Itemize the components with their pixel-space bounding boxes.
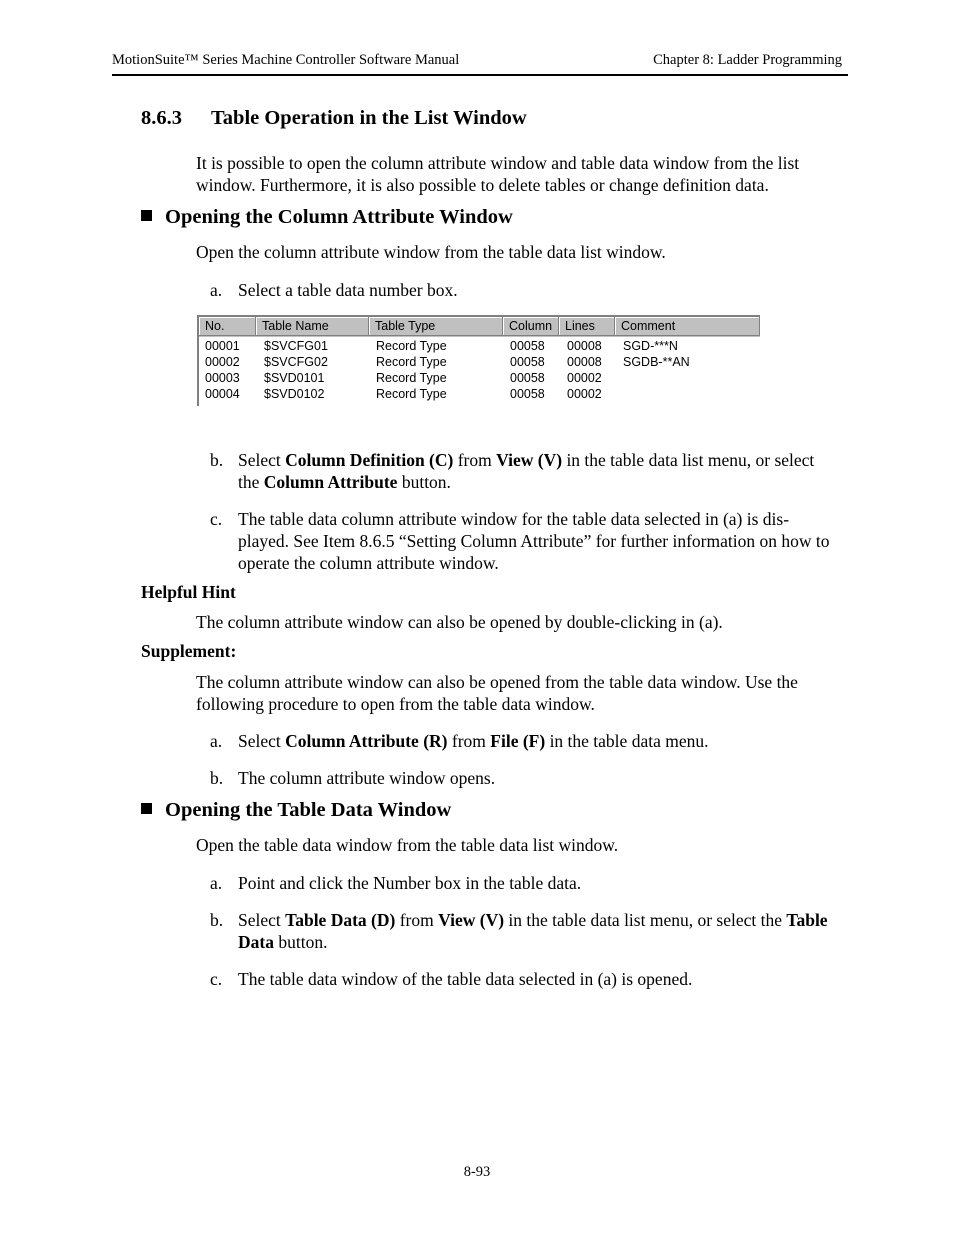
bullet-square-icon [141, 210, 152, 221]
step-text: The table data column attribute window for the table data selected in (a) is dis-played. See Item 8.6.5 “Setting Column Attribute” for further information on how to operate the column attribute window. [238, 509, 830, 573]
step-label: c. [210, 509, 223, 529]
button-name-column-attribute: Column Attribute [263, 472, 398, 492]
step-text: The table data window of the table data selected in (a) is opened. [238, 969, 693, 989]
cell-no[interactable]: 00001 [205, 339, 240, 353]
table-row[interactable] [199, 386, 760, 402]
table-data-step-a [210, 872, 840, 894]
menu-item-table-data: Table Data (D) [285, 910, 396, 930]
step-text: Select Table Data (D) from View (V) in the table data list menu, or select the Table Data button. [238, 910, 828, 952]
cell-table-name: $SVCFG02 [264, 355, 328, 369]
menu-view: View (V) [438, 910, 505, 930]
column-header-no[interactable]: No. [199, 317, 256, 336]
step-text: Select Column Attribute (R) from File (F) in the table data menu. [238, 731, 709, 751]
cell-column: 00058 [510, 355, 545, 369]
cell-lines: 00008 [567, 355, 602, 369]
table-data-list-window [197, 315, 760, 406]
step-text: Select Column Definition (C) from View (V) in the table data list menu, or select the Column Attribute button. [238, 450, 815, 492]
step-text: The column attribute window opens. [238, 768, 496, 788]
helpful-hint-title: Helpful Hint [141, 582, 236, 602]
cell-column: 00058 [510, 339, 545, 353]
table-data-step-c [210, 968, 840, 990]
step-label: a. [210, 731, 223, 751]
subheading-table-data [141, 799, 451, 822]
supplement-step-a [210, 730, 840, 752]
cell-table-type: Record Type [376, 371, 447, 385]
cell-table-name: $SVD0101 [264, 371, 325, 385]
header-rule [112, 74, 848, 76]
col-attr-step-b [210, 449, 840, 493]
running-header-title: MotionSuite™ Series Machine Controller Software Manual [112, 52, 460, 68]
table-data-step-b [210, 909, 840, 953]
section-intro: It is possible to open the column attribute window and table data window from the list window. Furthermore, it is also possible to delete tables or change definition data. [196, 153, 800, 195]
column-header-column[interactable]: Column [503, 317, 559, 336]
column-header-table-type[interactable]: Table Type [369, 317, 503, 336]
menu-view: View (V) [496, 450, 563, 470]
page-number: 8-93 [463, 1164, 491, 1180]
cell-no[interactable]: 00004 [205, 387, 240, 401]
step-label: b. [210, 450, 224, 470]
cell-lines: 00008 [567, 339, 602, 353]
section-number: 8.6.3 [141, 107, 182, 129]
cell-comment: SGDB-**AN [623, 355, 690, 369]
cell-column: 00058 [510, 371, 545, 385]
table-row[interactable] [199, 338, 760, 354]
cell-column: 00058 [510, 387, 545, 401]
cell-table-type: Record Type [376, 387, 447, 401]
button-name-table-data: Table Data [238, 910, 828, 952]
supplement-text: The column attribute window can also be opened from the table data window. Use the following procedure to open from the table data window. [196, 672, 798, 714]
cell-lines: 00002 [567, 371, 602, 385]
column-header-comment[interactable]: Comment [615, 317, 760, 336]
col-attr-step-a [210, 279, 840, 301]
cell-lines: 00002 [567, 387, 602, 401]
table-header-row [199, 317, 760, 337]
step-text: Point and click the Number box in the table data. [238, 873, 582, 893]
menu-file: File (F) [490, 731, 546, 751]
cell-comment: SGD-***N [623, 339, 678, 353]
step-label: a. [210, 280, 223, 300]
table-row[interactable] [199, 354, 760, 370]
step-text: Select a table data number box. [238, 280, 458, 300]
running-header-chapter: Chapter 8: Ladder Programming [653, 52, 842, 68]
cell-table-type: Record Type [376, 339, 447, 353]
cell-table-type: Record Type [376, 355, 447, 369]
cell-table-name: $SVCFG01 [264, 339, 328, 353]
table-data-intro: Open the table data window from the table data list window. [196, 835, 619, 855]
section-title-text: Table Operation in the List Window [211, 107, 527, 129]
section-title [141, 107, 527, 130]
cell-no[interactable]: 00003 [205, 371, 240, 385]
column-header-table-name[interactable]: Table Name [256, 317, 369, 336]
col-attr-step-c [210, 508, 840, 574]
supplement-title: Supplement: [141, 641, 237, 661]
table-row[interactable] [199, 370, 760, 386]
column-header-lines[interactable]: Lines [559, 317, 615, 336]
cell-table-name: $SVD0102 [264, 387, 325, 401]
cell-no[interactable]: 00002 [205, 355, 240, 369]
menu-item-column-attribute: Column Attribute (R) [285, 731, 448, 751]
subheading-column-attribute [141, 206, 513, 229]
subheading-text: Opening the Column Attribute Window [165, 206, 513, 228]
step-label: b. [210, 910, 224, 930]
menu-item-column-definition: Column Definition (C) [285, 450, 454, 470]
supplement-step-b [210, 767, 840, 789]
step-label: b. [210, 768, 224, 788]
col-attr-intro: Open the column attribute window from the table data list window. [196, 242, 666, 262]
helpful-hint-text: The column attribute window can also be opened by double-clicking in (a). [196, 612, 723, 632]
bullet-square-icon [141, 803, 152, 814]
subheading-text: Opening the Table Data Window [165, 799, 452, 821]
step-label: c. [210, 969, 223, 989]
step-label: a. [210, 873, 223, 893]
